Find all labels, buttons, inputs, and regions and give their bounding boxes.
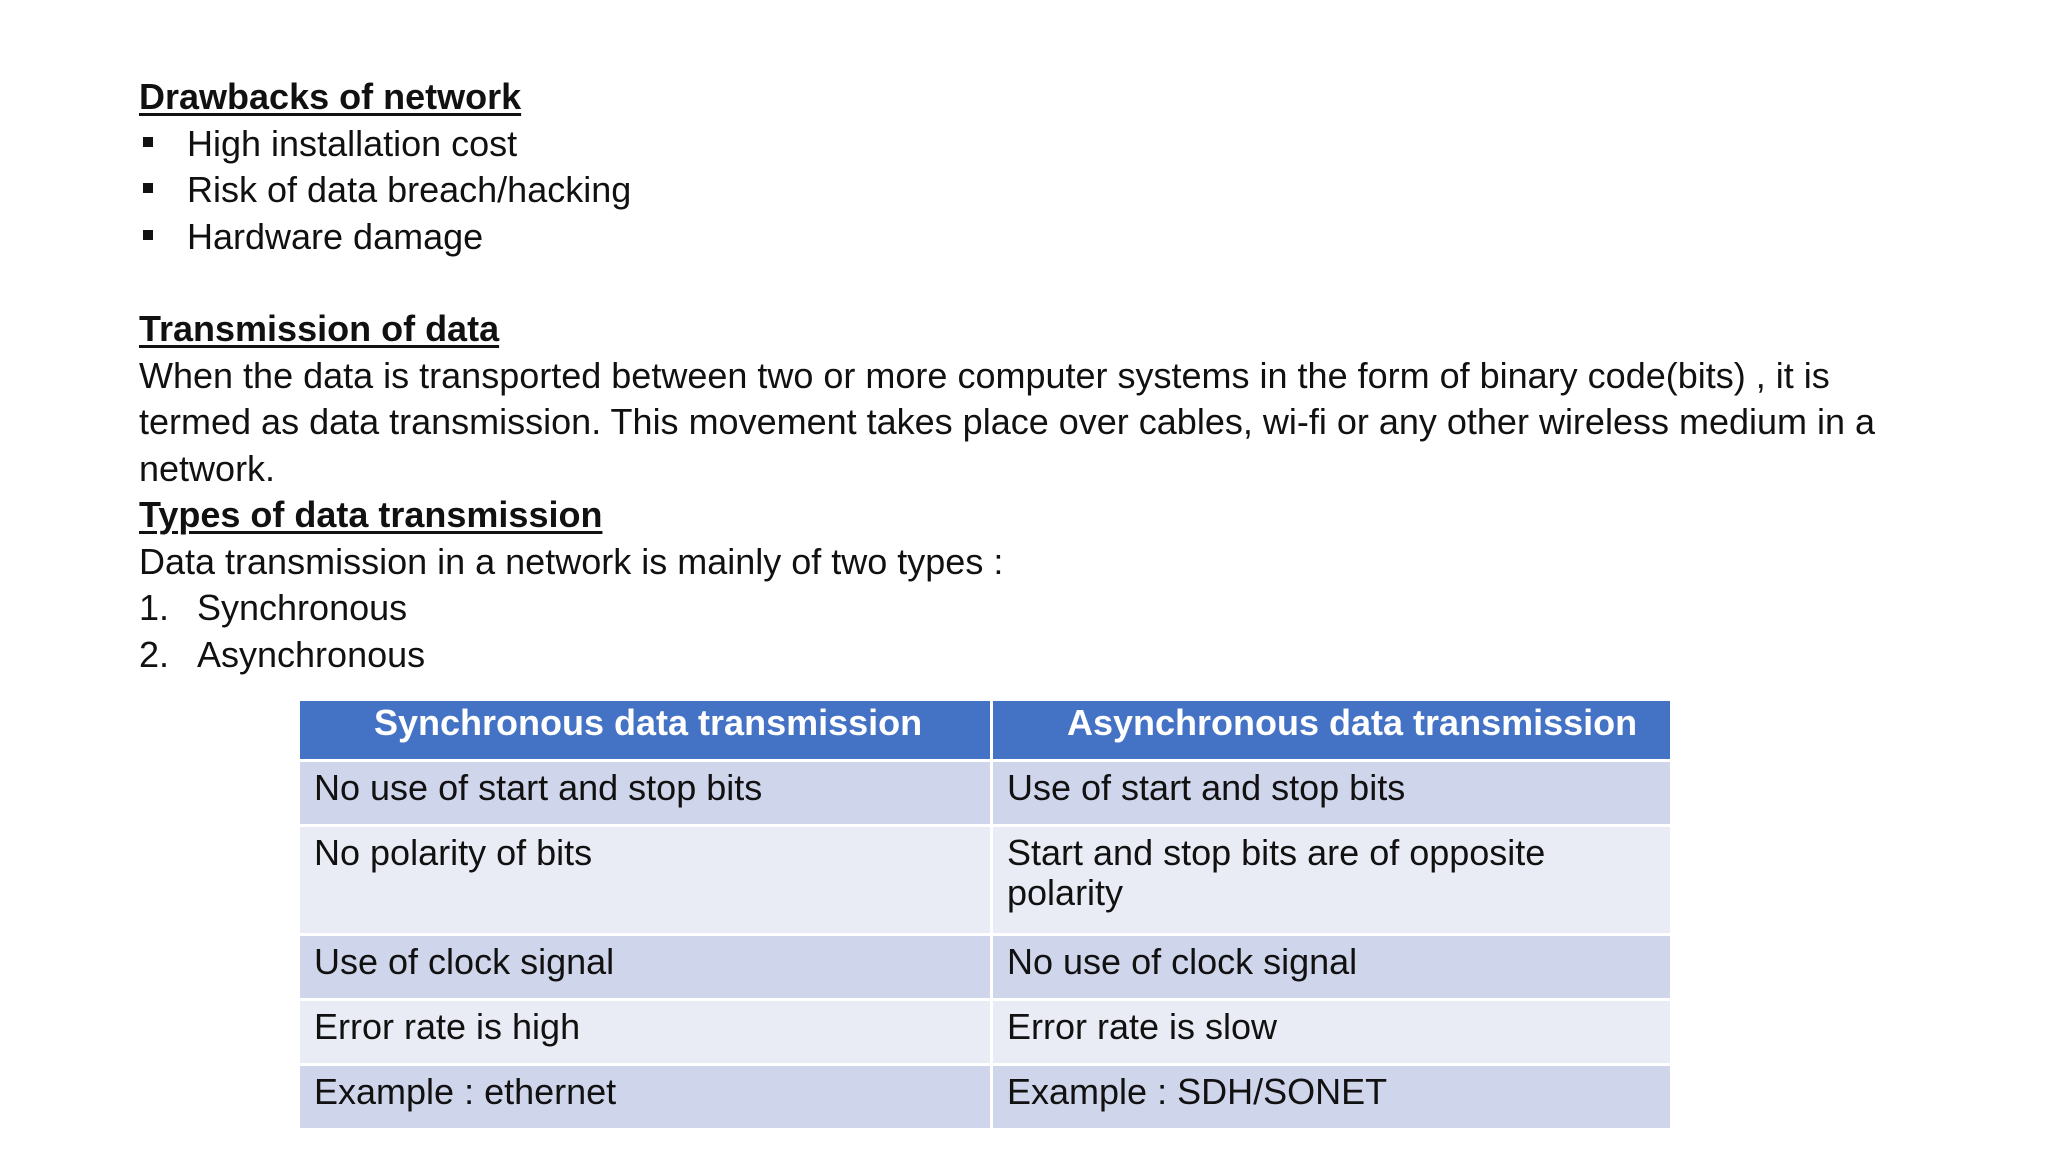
table-header-row: [299, 700, 1672, 761]
list-item: [139, 167, 1939, 214]
table-header-synchronous: Synchronous data transmission: [299, 700, 992, 761]
types-intro: Data transmission in a network is mainly of two types :: [139, 540, 1004, 582]
transmission-paragraph: When the data is transported between two or more computer systems in the form of binary code(bits) , it is termed as data transmission. This movement takes place over cables, wi-fi or any other wireless medium in a network.: [139, 354, 1876, 489]
table-cell: No use of start and stop bits: [299, 761, 992, 826]
bullet-square-icon: [143, 230, 153, 240]
list-item-number: 2.: [139, 633, 170, 675]
table-cell: Error rate is high: [299, 1000, 992, 1065]
table-cell: Start and stop bits are of opposite polarity: [992, 826, 1672, 935]
list-item-text: Hardware damage: [187, 215, 484, 257]
bullet-square-icon: [143, 137, 153, 147]
types-list: [139, 585, 1939, 678]
table-cell: Use of start and stop bits: [992, 761, 1672, 826]
list-item: [139, 632, 1939, 679]
table-cell: Example : ethernet: [299, 1065, 992, 1130]
table-cell: No polarity of bits: [299, 826, 992, 935]
list-item-number: 1.: [139, 587, 170, 628]
list-item-text: Synchronous: [197, 587, 408, 628]
list-item-text: High installation cost: [187, 122, 518, 164]
comparison-table: [297, 698, 1673, 1131]
list-item-text: Risk of data breach/hacking: [187, 169, 632, 210]
table-row: [299, 761, 1672, 826]
list-item: [139, 214, 1939, 261]
table-cell: No use of clock signal: [992, 935, 1672, 1000]
drawbacks-list: [139, 121, 1939, 261]
spacer: [139, 260, 1939, 306]
list-item: [139, 121, 1939, 168]
table-row: [299, 1065, 1672, 1130]
table-row: [299, 826, 1672, 935]
table-row: [299, 935, 1672, 1000]
table-row: [299, 1000, 1672, 1065]
table-header-asynchronous: Asynchronous data transmission: [992, 700, 1672, 761]
list-item: [139, 585, 1939, 632]
table-cell: Error rate is slow: [992, 1000, 1672, 1065]
types-heading: Types of data transmission: [139, 494, 603, 535]
transmission-heading: Transmission of data: [139, 308, 500, 349]
table-cell: Example : SDH/SONET: [992, 1065, 1672, 1130]
list-item-text: Asynchronous: [197, 633, 426, 675]
bullet-square-icon: [143, 183, 153, 193]
slide-content: [139, 74, 1939, 678]
drawbacks-heading: Drawbacks of network: [139, 76, 522, 117]
table-cell: Use of clock signal: [299, 935, 992, 1000]
